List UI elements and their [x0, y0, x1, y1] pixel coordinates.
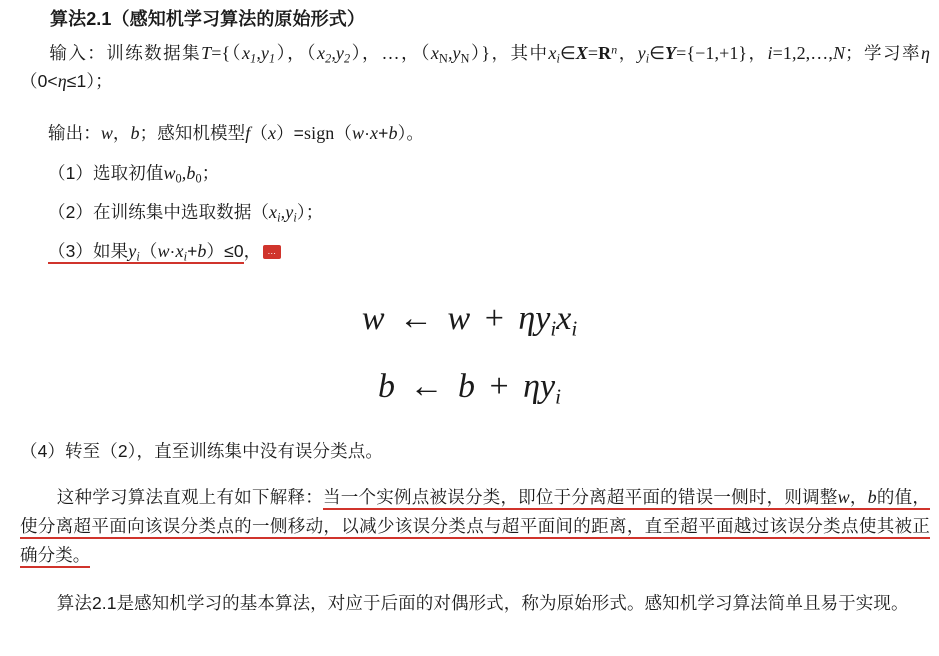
algorithm-title: 算法2.1（感知机学习算法的原始形式）: [50, 9, 365, 29]
formula-weight-update: w ← $w + \eta y_ix_i$: [361, 300, 578, 341]
output-paragraph: 输出：w，b；感知机模型f（x）=sign（w·x+b）。: [48, 123, 425, 143]
step-4: （4）转至（2），直至训练集中没有误分类点。: [20, 441, 383, 461]
highlight-marker-badge[interactable]: …: [263, 245, 281, 259]
step-1: （1）选取初值$w_0,b_0$；: [48, 163, 220, 186]
explanation-paragraph: [20, 483, 930, 569]
formula-bias-update: b ← $b + \eta y_i$: [377, 368, 561, 409]
step-2: （2）在训练集中选取数据$(x_i,y_i)$；: [48, 202, 324, 225]
explanation-highlight: 当一个实例点被误分类，即位于分离超平面的错误一侧时，则调整w，b的值，使分离超平面向该误分类点的一侧移动，以减少该误分类点与超平面间的距离，直至超平面越过该误分类点使其被正确分类。: [20, 487, 930, 568]
input-paragraph: 输入：训练数据集$T=\{(x_1,y_1)$，$(x_2,y_2)$，…，$(x_N,y_N)$}，其中$x_i\in X=R^n$，$y_i\in Y=\{-1,+1\}$，i=1,2,…,N；学习率η（0<η≤1）；: [20, 42, 930, 92]
step-3: （3）如果$y_i(w\cdot x_i+b)\le 0$， …: [20, 238, 930, 266]
explanation-lead: 这种学习算法直观上有如下解释：: [56, 487, 323, 507]
closing-paragraph: 算法2.1是感知机学习的基本算法，对应于后面的对偶形式，称为原始形式。感知机学习算法简单且易于实现。: [56, 593, 909, 613]
step-3-highlight: （3）如果$y_i(w\cdot x_i+b)\le 0$: [48, 241, 244, 264]
input-label: 输入：训练数据集: [48, 43, 202, 63]
